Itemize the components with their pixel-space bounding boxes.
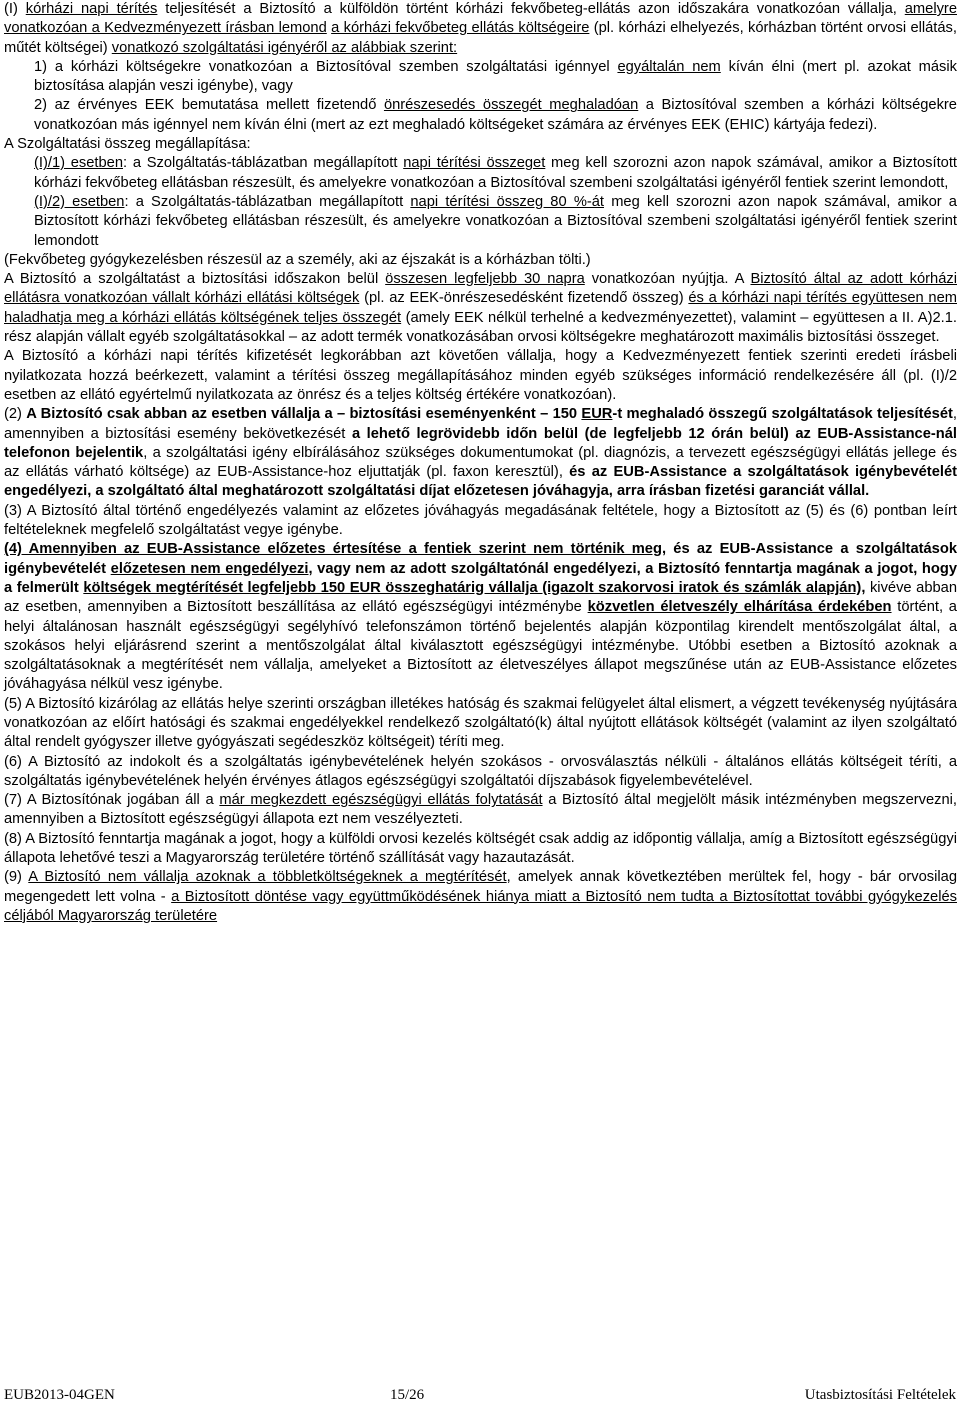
paragraph: [4, 58, 957, 97]
paragraph: [4, 154, 957, 193]
text-run: : a Szolgáltatás-táblázatban megállapított: [123, 155, 404, 172]
paragraph: [4, 270, 957, 347]
text-run: A Biztosító csak abban az esetben vállalja a – biztosítási eseményenként – 150: [26, 406, 582, 423]
footer-document-title: Utasbiztosítási Feltételek: [804, 1387, 956, 1403]
text-run: , amennyiben a biztosítási esemény bekövetkezését: [4, 406, 957, 442]
text-run: és az EUB-Assistance a szolgáltatások igénybevételét: [4, 541, 957, 577]
text-run: (pl. az EEK-önrészesedésként fizetendő összeg): [359, 290, 689, 307]
paragraph: [4, 753, 957, 792]
text-run: a lehető legrövidebb időn belül (de legfeljebb 12 órán belül) az EUB-Assistance-nál telefonon bejelentik: [4, 425, 957, 461]
text-run: (I): [4, 1, 26, 17]
text-run: kórházi napi térítés: [25, 1, 158, 17]
paragraph: [4, 791, 957, 830]
paragraph: [4, 540, 957, 694]
text-run: (I)/1) esetben: [34, 155, 124, 172]
text-run: a Biztosítóval szemben a kórházi költségekre vonatkozóan más igénnyel nem kíván élni (mert az ezt meghaladó költségeket számára az érvényes EEK (EHIC) kártyája fedezi).: [34, 97, 957, 133]
text-run: már megkezdett egészségügyi ellátás folytatását: [219, 792, 543, 809]
paragraph: [4, 251, 957, 270]
text-run: előzetesen nem engedélyezi: [110, 560, 309, 577]
text-run: (8) A Biztosító fenntartja magának a jogot, hogy a külföldi orvosi kezelés költségét csak addig az időpontig vállalja, amíg a Biztosított egészségügyi állapota lehetővé teszi a Magyarország területére történő szállítását vagy hazautazását.: [4, 830, 957, 867]
text-run: , vagy nem az adott szolgáltatónál engedélyezi, a Biztosító fenntartja magának a jogot, hogy a felmerült: [4, 560, 957, 596]
footer-document-code: EUB2013-04GEN: [4, 1387, 115, 1403]
text-run: amelyre vonatkozóan a Kedvezményezett írásban lemond: [4, 1, 957, 37]
text-run: összesen legfeljebb 30 napra: [385, 271, 585, 288]
paragraph: [4, 96, 957, 135]
text-run: A Biztosító a kórházi napi térítés kifizetését legkorábban azt követően vállalja, hogy a Kedvezményezett fentiek szerinti eredeti írásbeli nyilatkozata hozzá beérkezett, valamint a térítési összeg megállapításához minden egyéb szükséges információ rendelkezésére áll (pl. (I)/2 esetben az ellátó egyértelmű nyilatkozata az önrész és a teljes költség értékére vonatkozóan).: [4, 348, 957, 403]
text-run: A Szolgáltatási összeg megállapítása:: [4, 136, 251, 153]
text-run: kíván élni (mert pl. azokat másik biztosítása alapján veszi igénybe), vagy: [34, 58, 957, 95]
text-run: költségek megtérítését legfeljebb 150 EUR összeghatárig vállalja (igazolt szakorvosi iratok és számlák alapján),: [83, 579, 866, 596]
text-run: (I)/2) esetben: [34, 193, 125, 210]
text-run: történt, a helyi általánosan használt egészségügyi segélyhívó telefonszámon történő bejelentés alapján központilag kirendelt mentőszolgálat által, a szokásos helyi eljárásrend szerint a mentőszolgálat által kiválasztott egészségügyi intézménybe. Utóbbi esetben a Biztosító azoknak a szolgáltatásoknak a megtérítését nem vállalja, amelyeket a Biztosított az életveszélyes állapot megszűnése után az EUB-Assistance előzetes jóváhagyása nélkül vesz igénybe.: [4, 599, 957, 693]
text-run: (9): [4, 869, 29, 886]
text-run: és az EUB-Assistance a szolgáltatások igénybevételét engedélyezi, a szolgáltató által meghatározott szolgáltatási díjat előzetesen jóváhagyja, arra írásban fizetési garanciát vállal.: [4, 464, 957, 500]
text-run: : a Szolgáltatás-táblázatban megállapított: [124, 193, 411, 210]
paragraph: [4, 347, 957, 405]
text-run: a kórházi fekvőbeteg ellátás költségeire: [331, 20, 590, 37]
text-run: vonatkozóan nyújtja. A: [584, 271, 751, 288]
text-run: (4) Amennyiben az EUB-Assistance előzetes értesítése a fentiek szerint nem történik meg,: [4, 541, 667, 558]
text-run: , a szolgáltatási igény elbírálásához szükséges dokumentumokat (pl. diagnózis, a tervezett egészségügyi ellátás jellege és az ellátás várható költsége) az EUB-Assistance-hoz eljuttatják (pl. faxon keresztül),: [4, 444, 957, 481]
text-run: egyáltalán nem: [617, 58, 721, 75]
paragraph: [4, 0, 957, 58]
text-run: (3) A Biztosító által történő engedélyezés valamint az előzetes jóváhagyás megadásának feltétele, hogy a Biztosított az (5) és (6) pontban leírt feltételeknek megfelelő szolgáltatást vegye igénybe.: [4, 502, 957, 539]
text-run: kivéve abban az esetben, amennyiben a Biztosított beszállítása az ellátó egészségügyi intézménybe: [4, 579, 958, 616]
text-run: (Fekvőbeteg gyógykezelésben részesül az a személy, aki az éjszakát is a kórházban tölti.): [4, 251, 591, 268]
text-run: 1) a kórházi költségekre vonatkozóan a Biztosítóval szemben szolgáltatási igénnyel: [34, 58, 618, 75]
paragraph: [4, 695, 957, 753]
text-run: közvetlen életveszély elhárítása érdekében: [587, 599, 892, 616]
text-run: 2) az érvényes EEK bemutatása mellett fizetendő: [34, 97, 384, 114]
text-run: napi térítési összeget: [403, 155, 546, 172]
text-run: (7) A Biztosítónak jogában áll a: [4, 792, 220, 809]
text-run: (pl. kórházi elhelyezés, kórházban történt orvosi ellátás, műtét költségei): [4, 20, 957, 56]
text-run: (2): [4, 406, 27, 423]
text-run: a Biztosított döntése vagy együttműködésének hiánya miatt a Biztosító nem tudta a Biztosítottat további gyógykezelés céljából Magyarország területére: [4, 888, 957, 924]
paragraph: [4, 405, 957, 501]
text-run: meg kell szorozni azon napok számával, amikor a Biztosított kórházi fekvőbeteg ellátásban részesült, és amelyekre vonatkozóan a Biztosítóval szembeni szolgáltatási igényéről fentiek szerint lemondott: [34, 193, 957, 249]
page-footer: [4, 1387, 956, 1407]
text-run: a Biztosító által megjelölt másik intézményben megszervezni, amennyiben a Biztosított egészségügyi állapota ezt nem veszélyezteti.: [4, 792, 957, 828]
text-run: napi térítési összeg 80 %-át: [410, 193, 605, 210]
text-run: önrészesedés összegét meghaladóan: [383, 97, 639, 114]
text-run: (5) A Biztosító kizárólag az ellátás helye szerinti országban illetékes hatóság és szakmai felügyelet által elismert, a végzett tevékenység nyújtására vonatkozóan az előírt hatósági és szakmai engedélyekkel rendelkező szolgáltató(k) által nyújtott ellátások költségét (valamint az ilyen szolgáltató által rendelt gyógyszer illetve gyógyászati segédeszköz költségeit) téríti meg.: [4, 695, 957, 751]
text-run: Biztosító által az adott kórházi ellátásra vonatkozóan vállalt kórházi ellátási költségek: [4, 271, 957, 307]
text-run: (6) A Biztosító az indokolt és a szolgáltatás igénybevételének helyén szokásos - orvosválasztás nélküli - általános ellátás költségeit téríti, a szolgáltatás igénybevételének helyén érvényes átlagos egészségügyi szolgáltatói díjszabások figyelembevételével.: [4, 753, 957, 789]
text-run: A Biztosító a szolgáltatást a biztosítási időszakon belül: [4, 271, 386, 288]
text-run: A Biztosító nem vállalja azoknak a többletköltségeknek a megtérítését: [28, 869, 507, 886]
paragraph: [4, 135, 957, 154]
text-run: meg kell szorozni azon napok számával, amikor a Biztosított kórházi fekvőbeteg ellátásban részesült, és amelyekre vonatkozóan a Biztosítóval szembeni szolgáltatási igényéről fentiek szerint lemondott,: [34, 155, 957, 191]
text-run: teljesítését a Biztosító a külföldön történt kórházi fekvőbeteg-ellátás azon időszakára vonatkozóan vállalja,: [157, 1, 905, 17]
text-run: vonatkozó szolgáltatási igényéről az alábbiak szerint:: [111, 39, 458, 56]
text-run: (amely EEK nélkül terhelné a kedvezményezettet), valamint – együttesen a II. A)2.1. rész alapján vállalt egyéb szolgáltatásokkal – az adott termék vonatkozásában orvosi költségekre meghatározott maximális biztosítási összeget.: [4, 309, 957, 346]
text-run: és a kórházi napi térítés együttesen nem haladhatja meg a kórházi ellátás költségének teljes összegét: [4, 290, 957, 326]
footer-page-number: 15/26: [390, 1387, 425, 1403]
text-run: -t meghaladó összegű szolgáltatások teljesítését: [612, 406, 953, 423]
text-run: EUR: [581, 406, 613, 423]
document-body: [4, 0, 957, 926]
paragraph: [4, 830, 957, 869]
paragraph: [4, 868, 957, 926]
text-run: , amelyek annak következtében merültek fel, hogy - bár orvosilag megengedett lett volna -: [4, 869, 957, 905]
paragraph: [4, 502, 957, 541]
paragraph: [4, 193, 957, 251]
